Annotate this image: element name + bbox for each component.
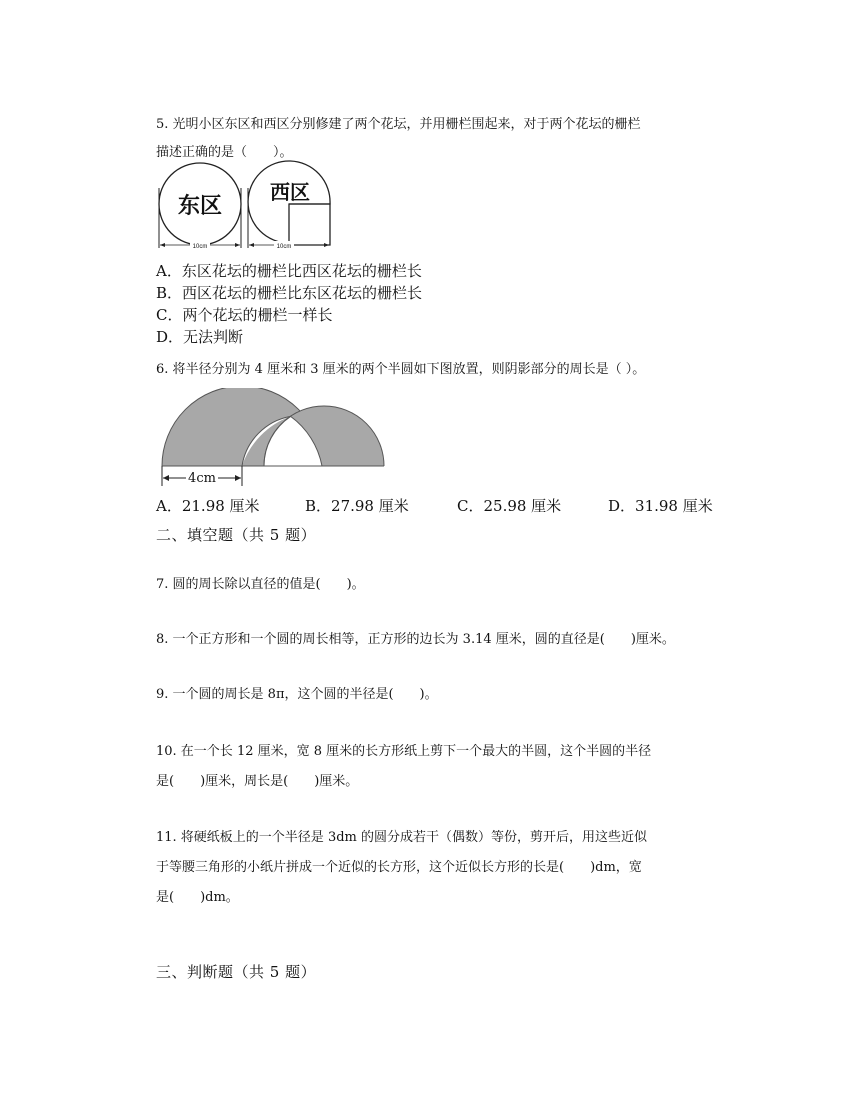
east-dim-label: 10cm xyxy=(192,244,208,250)
west-label: 西区 xyxy=(270,180,310,204)
q7-text: 7. 圆的周长除以直径的值是( )。 xyxy=(156,577,365,592)
west-corner-square xyxy=(289,204,330,245)
q11-text-line1: 11. 将硬纸板上的一个半径是 3dm 的圆分成若干（偶数）等份，剪开后，用这些近似 xyxy=(156,830,647,845)
q11-text-line2: 于等腰三角形的小纸片拼成一个近似的长方形，这个近似长方形的长是( )dm，宽 xyxy=(156,860,642,875)
q6-figure xyxy=(158,388,388,488)
q6-text: 6. 将半径分别为 4 厘米和 3 厘米的两个半圆如下图放置，则阴影部分的周长是（ ）。 xyxy=(156,362,646,377)
q6-option-a: A．21.98 厘米 xyxy=(156,497,260,515)
section-3-heading: 三、判断题（共 5 题） xyxy=(156,963,317,981)
q10-text-line2: 是( )厘米，周长是( )厘米。 xyxy=(156,774,359,789)
q6-option-c: C．25.98 厘米 xyxy=(457,497,562,515)
q6-dim-label: 4cm xyxy=(188,471,216,486)
q5-text-line1: 5. 光明小区东区和西区分别修建了两个花坛，并用栅栏围起来，对于两个花坛的栅栏 xyxy=(156,117,641,132)
q8-text: 8. 一个正方形和一个圆的周长相等，正方形的边长为 3.14 厘米，圆的直径是( )厘米。 xyxy=(156,632,675,647)
q6-option-b: B．27.98 厘米 xyxy=(305,497,409,515)
q5-option-c: C．两个花坛的栅栏一样长 xyxy=(156,306,333,324)
q11-text-line3: 是( )dm。 xyxy=(156,890,239,905)
section-2-heading: 二、填空题（共 5 题） xyxy=(156,526,317,544)
west-dim-label: 10cm xyxy=(276,244,292,250)
east-label: 东区 xyxy=(177,193,223,219)
q5-option-d: D．无法判断 xyxy=(156,328,244,346)
q10-text-line1: 10. 在一个长 12 厘米，宽 8 厘米的长方形纸上剪下一个最大的半圆，这个半圆的半径 xyxy=(156,744,652,759)
q5-option-a: A．东区花坛的栅栏比西区花坛的栅栏长 xyxy=(156,262,422,280)
q6-option-d: D．31.98 厘米 xyxy=(608,497,713,515)
q5-text-line2: 描述正确的是（ ）。 xyxy=(156,145,293,160)
q5-figure xyxy=(158,160,333,252)
q9-text: 9. 一个圆的周长是 8π，这个圆的半径是( )。 xyxy=(156,687,438,702)
q5-option-b: B．西区花坛的栅栏比东区花坛的栅栏长 xyxy=(156,284,423,302)
